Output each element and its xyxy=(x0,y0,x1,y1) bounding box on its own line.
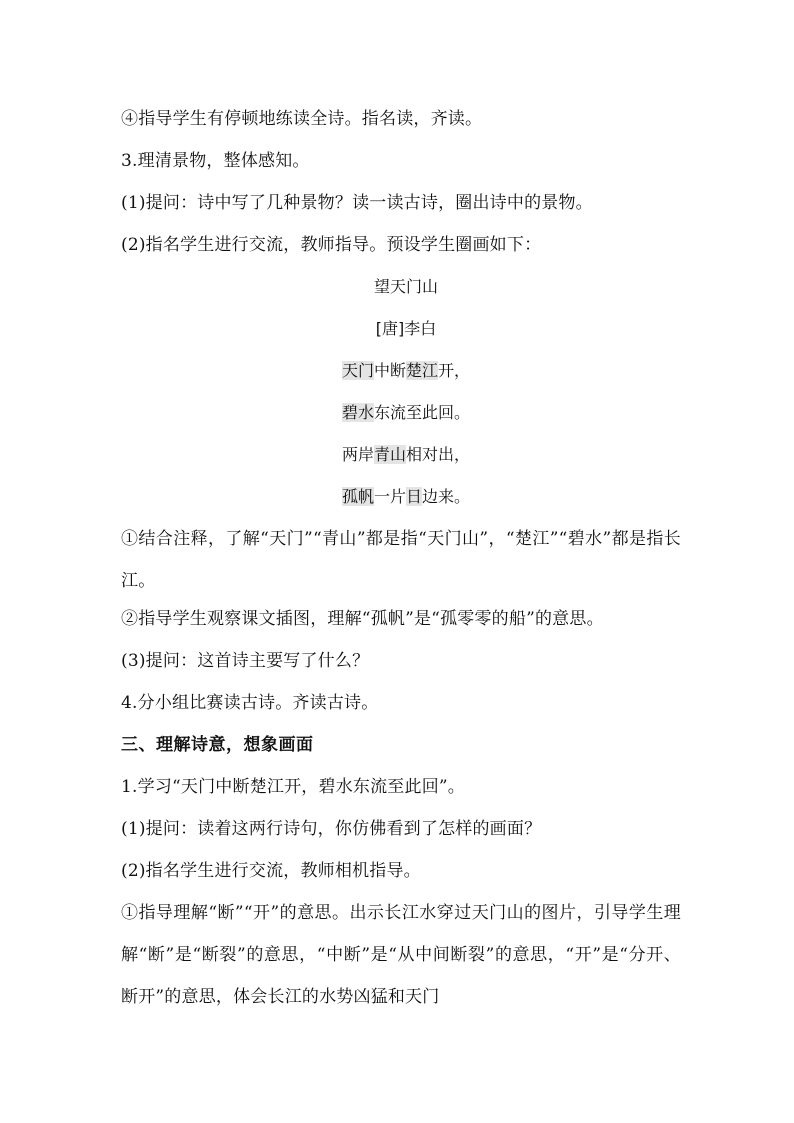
paragraph-line: 4.分小组比赛读古诗。齐读古诗。 xyxy=(121,693,379,713)
paragraph-line: (1)提问：读着这两行诗句，你仿佛看到了怎样的画面？ xyxy=(121,819,542,839)
highlighted-scenery: 日 xyxy=(406,487,423,506)
poem-text: 相对出， xyxy=(406,445,471,464)
poem-text: 东流至此回。 xyxy=(374,403,471,422)
paragraph-line: (2)指名学生进行交流，教师相机指导。 xyxy=(121,861,421,881)
paragraph: ①指导理解“断”“开”的意思。出示长江水穿过天门山的图片，引导学生理解“断”是“断裂”的意思，“中断”是“从中间断裂”的意思，“开”是“分开、断开”的意思，体会长江的水势凶猛和天门 xyxy=(121,903,681,1007)
paragraph-line: (1)提问：诗中写了几种景物？读一读古诗，圈出诗中的景物。 xyxy=(121,193,593,213)
paragraph-line: 1.学习“天门中断楚江开，碧水东流至此回”。 xyxy=(121,777,466,797)
poem-text: 中断 xyxy=(373,361,406,380)
poem-text: 两岸 xyxy=(341,445,374,464)
poem-text: 一片 xyxy=(373,487,406,506)
highlighted-scenery: 楚江 xyxy=(406,361,439,380)
paragraph-line: ②指导学生观察课文插图，理解“孤帆”是“孤零零的船”的意思。 xyxy=(121,609,604,629)
highlighted-scenery: 孤帆 xyxy=(341,487,374,506)
document-body xyxy=(121,104,681,1018)
poem-text: 边来。 xyxy=(422,487,471,506)
poem-line xyxy=(121,440,681,482)
poem-line xyxy=(121,356,681,398)
paragraph-line: ④指导学生有停顿地练读全诗。指名读，齐读。 xyxy=(121,109,483,129)
paragraph-line: (2)指名学生进行交流，教师指导。预设学生圈画如下： xyxy=(121,235,542,255)
poem-title: 望天门山 xyxy=(373,277,438,296)
highlighted-scenery: 天门 xyxy=(341,361,374,380)
highlighted-scenery: 碧水 xyxy=(341,403,374,422)
paragraph: ①结合注释，了解“天门”“青山”都是指“天门山”，“楚江”“碧水”都是指长江。 xyxy=(121,529,681,591)
poem-line xyxy=(121,398,681,440)
highlighted-scenery: 青山 xyxy=(373,445,406,464)
poem-text: 开， xyxy=(438,361,471,380)
paragraph-line: (3)提问：这首诗主要写了什么？ xyxy=(121,651,370,671)
poem-author: [唐]李白 xyxy=(375,319,437,338)
section-heading: 三、理解诗意，想象画面 xyxy=(121,735,314,755)
paragraph-line: 3.理清景物，整体感知。 xyxy=(121,151,310,171)
